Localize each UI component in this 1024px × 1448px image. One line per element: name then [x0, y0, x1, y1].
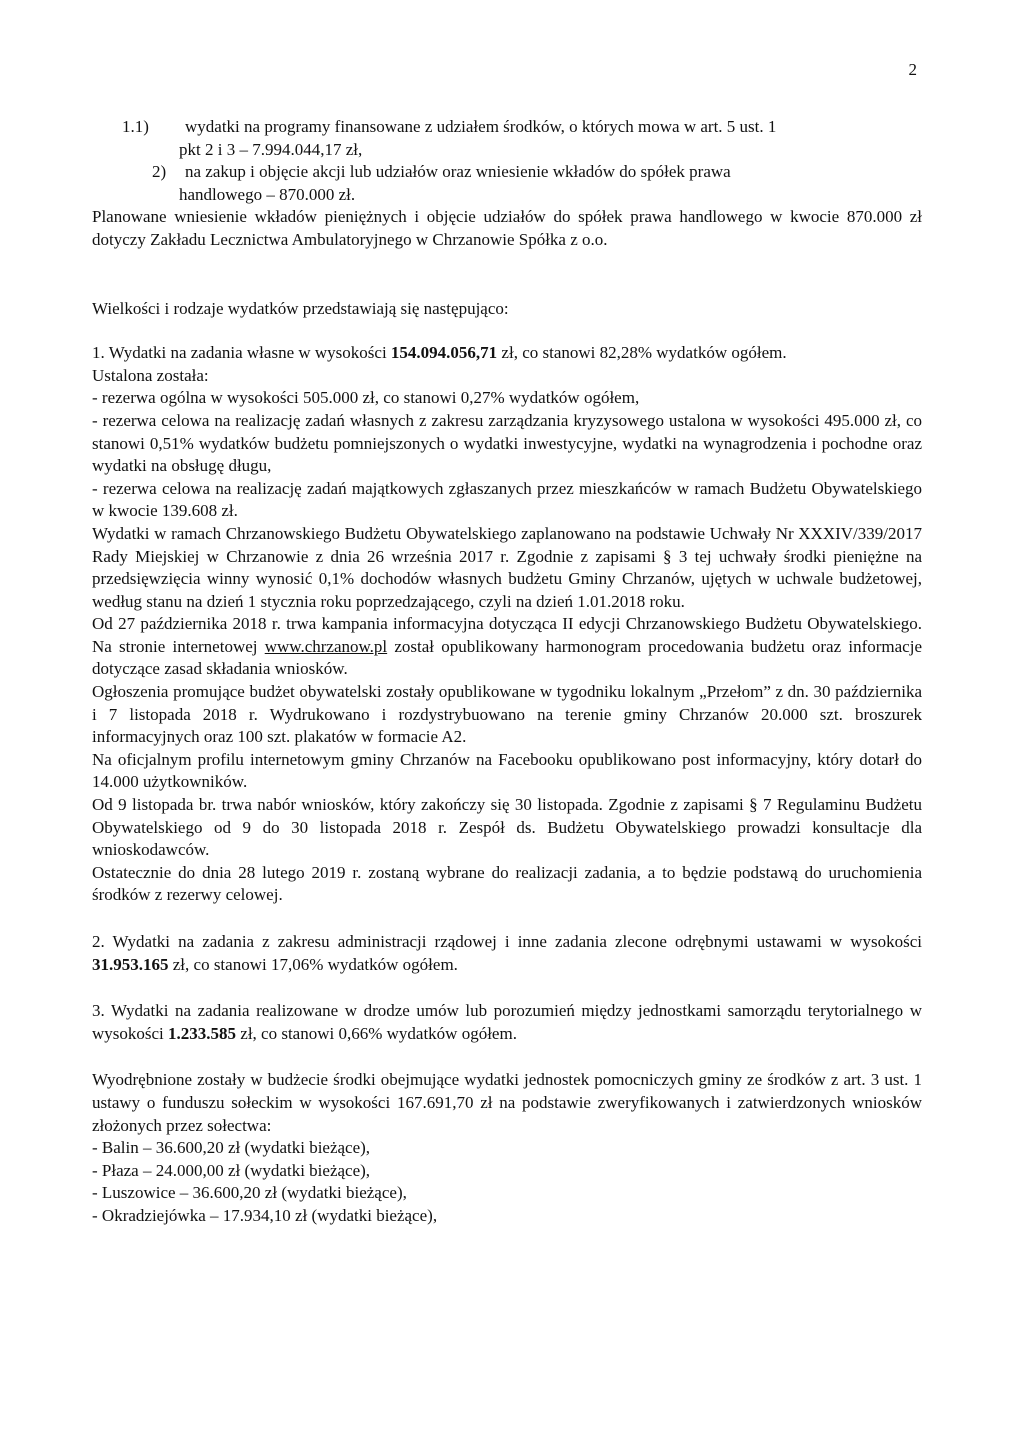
list-item-text: na zakup i objęcie akcji lub udziałów oraz wniesienie wkładów do spółek prawa — [185, 162, 731, 182]
document-body — [92, 116, 922, 1228]
intro-sentence: Wielkości i rodzaje wydatków przedstawiają się następująco: — [92, 298, 509, 318]
website-link[interactable]: www.chrzanow.pl — [264, 636, 388, 656]
list-item-continuation: pkt 2 i 3 – 7.994.044,17 zł, — [179, 139, 363, 159]
budget-paragraph: Wydatki w ramach Chrzanowskiego Budżetu Obywatelskiego zaplanowano na podstawie Uchwały Nr XXXIV/339/2017 Rady Miejskiej w Chrzanowie z dnia 26 września 2017 r. Zgodnie z zapisami § 3 tej uchwały środki pieniężne na przedsięwzięcia winny wynosić 0,1% dochodów własnych budżetu Gminy Chrzanów, ujętych w uchwale budżetowej, według stanu na dzień 1 stycznia roku poprzedzającego, czyli na dzień 1.01.2018 roku. — [92, 523, 922, 611]
planned-contribution-paragraph: Planowane wniesienie wkładów pieniężnych i objęcie udziałów do spółek prawa handlowego w kwocie 870.000 zł dotyczy Zakładu Lecznictwa Ambulatoryjnego w Chrzanowie Spółka z o.o. — [92, 207, 922, 249]
recruitment-paragraph: Od 9 listopada br. trwa nabór wniosków, który zakończy się 30 listopada. Zgodnie z zapisami § 7 Regulaminu Budżetu Obywatelskiego od 9 do 30 listopada 2018 r. Zespół ds. Budżetu Obywatelskiego prowadzi konsultacje dla wnioskodawców. — [92, 795, 922, 860]
list-item: - Okradziejówka – 17.934,10 zł (wydatki bieżące), — [92, 1205, 438, 1225]
solectwa-list — [92, 1137, 922, 1227]
list-item: - Luszowice – 36.600,20 zł (wydatki bieżące), — [92, 1183, 407, 1203]
list-item-text: wydatki na programy finansowane z udziałem środków, o których mowa w art. 5 ust. 1 — [185, 117, 777, 136]
list-item — [122, 116, 922, 139]
list-item-number: 2) — [152, 162, 167, 182]
list-item-number: 1.1) — [122, 117, 149, 136]
reserve-item: - rezerwa celowa na realizację zadań majątkowych zgłaszanych przez mieszkańców w ramach Budżetu Obywatelskiego w kwocie 139.608 zł. — [92, 478, 922, 521]
page-number: 2 — [908, 60, 917, 79]
campaign-paragraph: Od 27 października 2018 r. trwa kampania informacyjna dotycząca II edycji Chrzanowskiego Budżetu Obywatelskiego. Na stronie internetowej www.chrzanow.pl został opublikowany harmonogram procedowania budżetu oraz informacje dotyczące zasad składania wniosków. — [92, 614, 922, 679]
final-paragraph: Ostatecznie do dnia 28 lutego 2019 r. zostaną wybrane do realizacji zadania, a to będzie podstawą do uruchomienia środków z rezerwy celowej. — [92, 862, 922, 905]
list-item-continuation: handlowego – 870.000 zł. — [179, 184, 356, 204]
facebook-paragraph: Na oficjalnym profilu internetowym gminy Chrzanów na Facebooku opublikowano post informacyjny, który dotarł do 14.000 użytkowników. — [92, 749, 922, 792]
section-1-amount: 154.094.056,71 — [390, 343, 498, 363]
list-item — [122, 161, 922, 184]
reserve-item: - rezerwa celowa na realizację zadań własnych z zakresu zarządzania kryzysowego ustalona w wysokości 495.000 zł, co stanowi 0,51% wydatków budżetu pomniejszonych o wydatki inwestycyjne, wydatki na wynagrodzenia i pochodne oraz wydatki na obsługę długu, — [92, 410, 922, 476]
list-item: - Balin – 36.600,20 zł (wydatki bieżące), — [92, 1138, 371, 1158]
section-3-amount: 1.233.585 — [168, 1023, 237, 1043]
section-2-paragraph: 2. Wydatki na zadania z zakresu administracji rządowej i inne zadania zlecone odrębnymi ustawami w wysokości 31.953.165 zł, co stanowi 17,06% wydatków ogółem. — [92, 932, 922, 974]
section-3-paragraph: 3. Wydatki na zadania realizowane w drodze umów lub porozumień między jednostkami samorządu terytorialnego w wysokości 1.233.585 zł, co stanowi 0,66% wydatków ogółem. — [92, 1001, 922, 1043]
reserve-item: - rezerwa ogólna w wysokości 505.000 zł, co stanowi 0,27% wydatków ogółem, — [92, 388, 640, 408]
list-item: - Płaza – 24.000,00 zł (wydatki bieżące), — [92, 1160, 371, 1180]
established-label: Ustalona została: — [92, 365, 209, 385]
section-2-amount: 31.953.165 — [92, 954, 169, 974]
section-1-heading: 1. Wydatki na zadania własne w wysokości 154.094.056,71 zł, co stanowi 82,28% wydatków ogółem. — [92, 343, 787, 363]
solectwa-intro-paragraph: Wyodrębnione zostały w budżecie środki obejmujące wydatki jednostek pomocniczych gminy ze środków z art. 3 ust. 1 ustawy o funduszu sołeckim w wysokości 167.691,70 zł na podstawie zweryfikowanych i zatwierdzonych wniosków złożonych przez sołectwa: — [92, 1070, 922, 1135]
ads-paragraph: Ogłoszenia promujące budżet obywatelski zostały opublikowane w tygodniku lokalnym „Przełom” z dn. 30 października i 7 listopada 2018 r. Wydrukowano i rozdystrybuowano na terenie gminy Chrzanów 20.000 szt. broszurek informacyjnych oraz 100 szt. plakatów w formacie A2. — [92, 682, 922, 747]
intro-list — [92, 116, 922, 206]
